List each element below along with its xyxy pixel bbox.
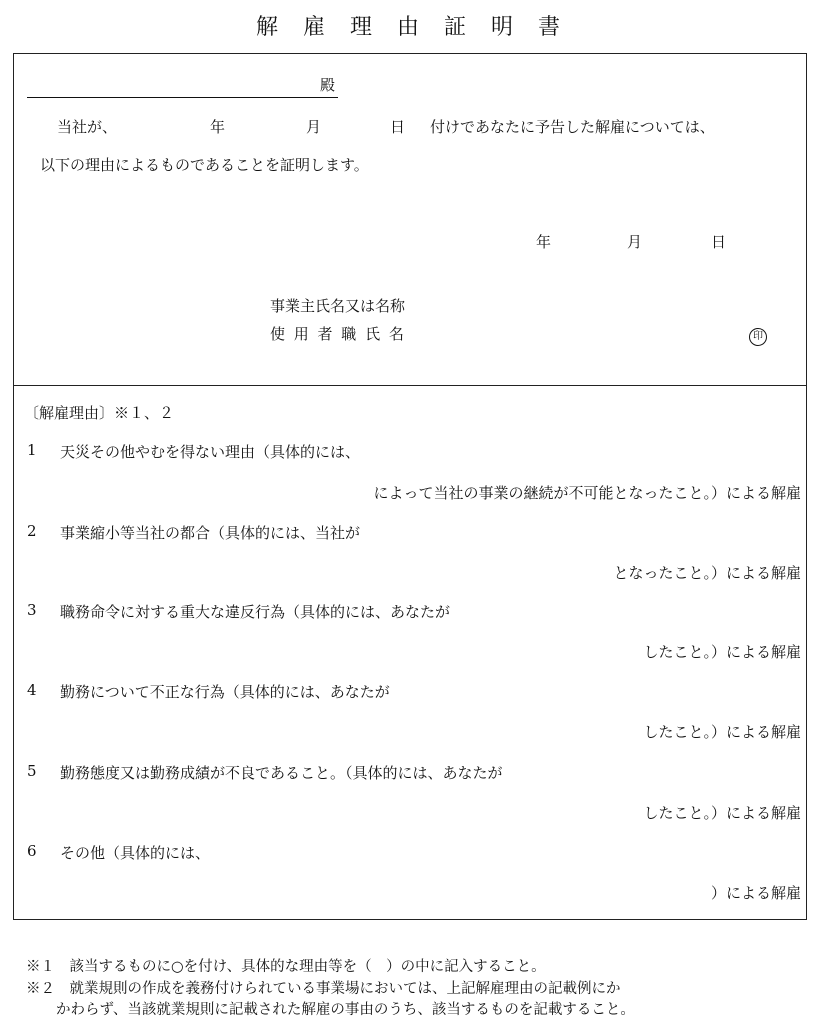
notice-year-label: 年: [210, 118, 226, 136]
issue-day-label: 日: [711, 233, 727, 251]
document-title: 解 雇 理 由 証 明 書: [256, 15, 569, 40]
reason-number: 5: [27, 762, 37, 780]
reason-line1: 勤務態度又は勤務成績が不良であること。（具体的には、あなたが: [60, 764, 503, 782]
reason-line2: したこと。）による解雇: [643, 804, 801, 822]
addressee-line: [27, 97, 338, 98]
notice-day-label: 日: [390, 118, 406, 136]
footnote-1: ※１ 該当するものに○を付け、具体的な理由等を（ ）の中に記入すること。: [26, 959, 546, 975]
section-divider: [13, 385, 807, 386]
footnote-2-line1: ※２ 就業規則の作成を義務付けられている事業場においては、上記解雇理由の記載例にか: [26, 981, 621, 997]
reason-line2: したこと。）による解雇: [643, 643, 801, 661]
intro-prefix: 当社が、: [57, 118, 118, 136]
reason-line1: その他（具体的には、: [60, 844, 211, 862]
reason-number: 4: [27, 681, 37, 699]
employer-officer-label: 使 用 者 職 氏 名: [270, 325, 406, 343]
employer-name-label: 事業主氏名又は名称: [270, 297, 406, 315]
seal-mark-icon: [749, 324, 767, 346]
footnote-2-line2: かわらず、当該就業規則に記載された解雇の事由のうち、該当するものを記載すること。: [56, 1002, 635, 1018]
intro-suffix: 付けであなたに予告した解雇については、: [430, 118, 715, 136]
notice-month-label: 月: [306, 118, 322, 136]
intro-line2: 以下の理由によるものであることを証明します。: [40, 156, 369, 174]
reason-line2: となったこと。）による解雇: [613, 564, 801, 582]
reason-number: 1: [27, 441, 37, 459]
reason-number: 2: [27, 522, 37, 540]
reason-line2: したこと。）による解雇: [643, 723, 801, 741]
reason-line1: 事業縮小等当社の都合（具体的には、当社が: [60, 524, 361, 542]
reason-line1: 勤務について不正な行為（具体的には、あなたが: [60, 683, 390, 701]
reasons-heading: 〔解雇理由〕※１、２: [24, 404, 175, 422]
reason-number: 3: [27, 601, 37, 619]
addressee-suffix: 殿: [320, 76, 336, 94]
reason-line2: ）による解雇: [710, 884, 801, 902]
issue-year-label: 年: [536, 233, 552, 251]
reason-line2: によって当社の事業の継続が不可能となったこと。）による解雇: [373, 484, 801, 502]
reason-line1: 天災その他やむを得ない理由（具体的には、: [60, 443, 361, 461]
seal-mark: 印: [749, 328, 767, 346]
issue-month-label: 月: [627, 233, 643, 251]
reason-number: 6: [27, 842, 37, 860]
reason-line1: 職務命令に対する重大な違反行為（具体的には、あなたが: [60, 603, 451, 621]
